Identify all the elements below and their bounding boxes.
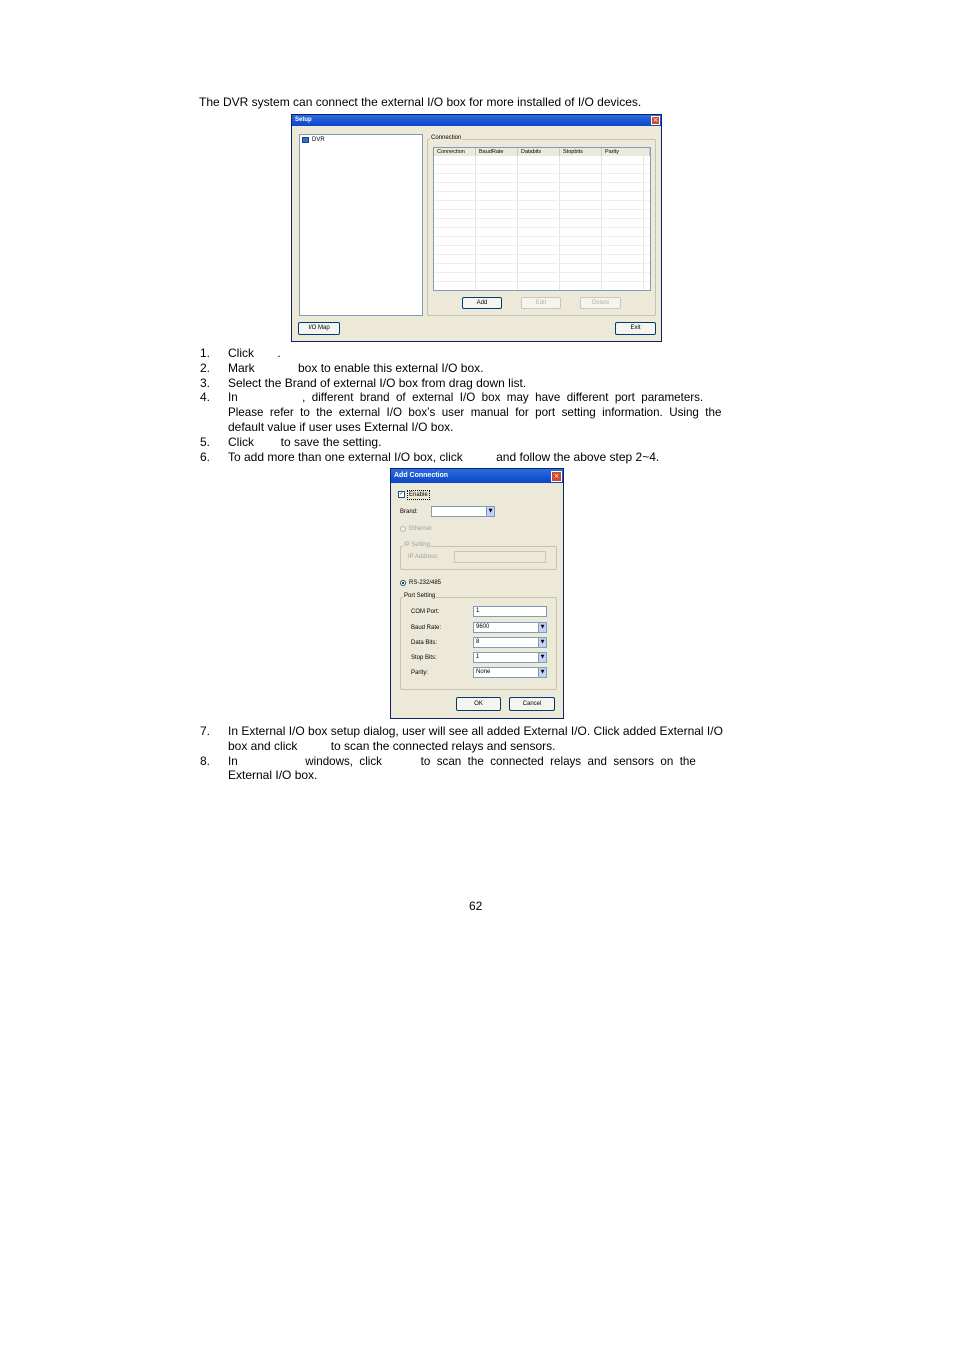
ethernet-label: Ethernet [409,526,432,532]
parity-select[interactable] [473,667,547,678]
column-header[interactable]: BaudRate [476,148,518,156]
step-text-line: default value if user uses External I/O box. [228,420,454,434]
add-button[interactable]: Add [462,297,502,309]
step-text: Select the Brand of external I/O box from drag down list. [228,376,527,390]
setup-titlebar [292,115,661,126]
step-text: Mark box to enable this external I/O box. [228,361,484,375]
io-map-button[interactable]: I/O Map [298,322,340,335]
parity-label: Parity: [411,670,429,676]
edit-button[interactable]: Edit [521,297,561,309]
com-port-input[interactable]: 1 [473,606,547,617]
step-number: 2. [200,361,211,375]
column-header[interactable]: Connection [434,148,476,156]
delete-button[interactable]: Delete [580,297,621,309]
stop-bits-select[interactable] [473,652,547,663]
chevron-down-icon[interactable]: ▼ [538,653,546,662]
column-header[interactable]: Databits [518,148,560,156]
ip-address-label: IP Address: [408,554,439,560]
dvr-icon [302,137,309,143]
setup-title: Setup [295,117,312,123]
column-header[interactable]: Stopbits [560,148,602,156]
exit-button[interactable]: Exit [615,322,656,335]
rs232-label: RS-232/485 [409,580,442,586]
brand-select[interactable] [431,506,495,517]
baud-rate-value: 9600 [476,624,490,630]
chevron-down-icon[interactable]: ▼ [538,623,546,632]
add-connection-dialog [390,468,564,719]
cancel-button[interactable]: Cancel [509,697,555,711]
chevron-down-icon[interactable]: ▼ [538,668,546,677]
connection-list[interactable] [433,147,651,291]
com-port-label: COM Port: [411,609,440,615]
page-number: 62 [469,899,483,913]
port-setting-label: Port Setting [404,593,436,599]
device-tree[interactable] [299,134,423,316]
data-bits-select[interactable] [473,637,547,648]
step-text-line: Please refer to the external I/O box’s user manual for port setting information. Using the [228,406,722,419]
baud-rate-select[interactable] [473,622,547,633]
step-number: 8. [200,754,211,768]
ip-address-input[interactable] [454,551,546,563]
add-connection-titlebar [391,469,563,483]
ok-button[interactable]: OK [456,697,501,711]
enable-label[interactable]: Enable [409,492,428,498]
grid-lines [434,156,650,290]
step-text: Click . [228,346,281,360]
chevron-down-icon[interactable]: ▼ [538,638,546,647]
chevron-down-icon[interactable]: ▼ [486,507,494,516]
close-icon[interactable]: × [551,471,562,482]
tree-item-dvr[interactable]: DVR [312,137,325,143]
step-number: 5. [200,435,211,449]
ip-setting-label: IP Setting [404,542,430,548]
data-bits-label: Data Bits: [411,640,438,646]
close-icon[interactable]: × [652,116,659,124]
step-text-line: box and click to scan the connected relays and sensors. [228,739,556,753]
step-number: 4. [200,390,211,404]
step-text-line: In windows, click to scan the connected relays and sensors on the [228,755,696,768]
stop-bits-label: Stop Bits: [411,655,437,661]
step-text-line: External I/O box. [228,768,318,782]
rs232-radio[interactable] [400,580,406,586]
step-text: Click to save the setting. [228,435,382,449]
enable-checkbox[interactable]: ✓ [399,491,404,497]
radio-dot [402,582,404,584]
parity-value: None [476,669,491,675]
ethernet-radio[interactable] [400,526,406,532]
step-number: 3. [200,376,211,390]
step-number: 1. [200,346,211,360]
column-header[interactable]: Parity [602,148,650,156]
step-number: 7. [200,724,211,738]
step-text-line: In , different brand of external I/O box may have different port parameters. [228,391,704,404]
step-text-line: In External I/O box setup dialog, user will see all added External I/O. Click added External I/O [228,724,723,738]
stop-bits-value: 1 [476,654,480,660]
data-bits-value: 8 [476,639,480,645]
baud-rate-label: Baud Rate: [411,625,442,631]
step-text: To add more than one external I/O box, click and follow the above step 2~4. [228,450,660,464]
setup-dialog [291,114,662,342]
add-connection-title: Add Connection [394,472,449,479]
brand-label: Brand: [400,509,418,515]
intro-text: The DVR system can connect the external I/O box for more installed of I/O devices. [199,95,642,109]
connection-group-label: Connection [431,135,462,141]
step-number: 6. [200,450,211,464]
